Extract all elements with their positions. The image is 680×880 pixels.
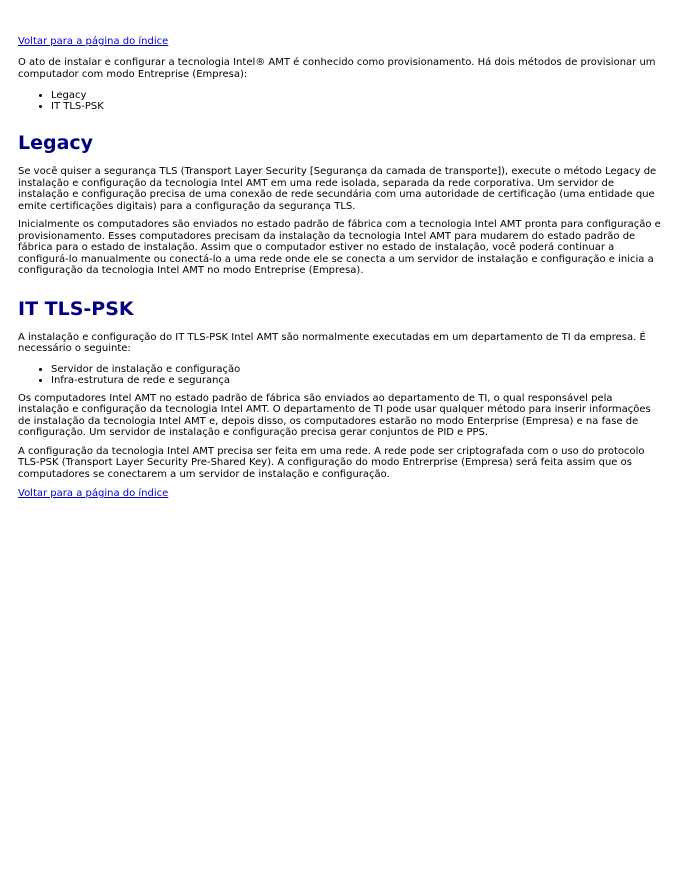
- list-item-legacy: • Legacy: [51, 90, 662, 101]
- legacy-paragraph-2: Inicialmente os computadores são enviados no estado padrão de fábrica com a tecnologia Intel AMT pronta para configuração e provisionamento. Esses computadores precisam da instalação da tecnologia Intel AMT para mudarem do estado padrão de fábrica para o estado de instalação. Assim que o computador estiver no estado de instalação, você poderá continuar a configurá-lo manualmente ou conectá-lo a uma rede onde ele se conecta a um servidor de instalação e configuração e inicia a configuração da tecnologia Intel AMT no modo Entreprise (Empresa).: [18, 219, 661, 276]
- bottom-link-container: [18, 488, 662, 500]
- provisioning-methods-list: [18, 90, 662, 112]
- it-tls-psk-paragraph-1: A instalação e configuração do IT TLS-PSK Intel AMT são normalmente executadas em um departamento de TI da empresa. É necessário o seguinte:: [18, 331, 646, 354]
- back-to-index-link-top[interactable]: Voltar para a página do índice: [18, 36, 169, 47]
- requirements-list: [18, 364, 662, 386]
- legacy-heading: Legacy: [18, 132, 94, 154]
- list-item-server: • Servidor de instalação e configuração: [51, 364, 662, 375]
- it-tls-psk-paragraph-2: Os computadores Intel AMT no estado padrão de fábrica são enviados ao departamento de TI, o qual responsável pela instalação e configuração da tecnologia Intel AMT. O departamento de TI pode usar qualquer método para inserir informações de instalação da tecnologia Intel AMT e, depois disso, os computadores estarão no modo Enterprise (Empresa) e na fase de configuração. Um servidor de instalação e configuração precisa gerar conjuntos de PID e PPS.: [18, 392, 651, 438]
- list-item-it-tls-psk: • IT TLS-PSK: [51, 101, 662, 112]
- back-to-index-link-bottom[interactable]: Voltar para a página do índice: [18, 488, 169, 499]
- list-item-infrastructure: • Infra-estrutura de rede e segurança: [51, 375, 662, 386]
- legacy-paragraph-1: Se você quiser a segurança TLS (Transport Layer Security [Segurança da camada de transporte]), execute o método Legacy de instalação e configuração da tecnologia Intel AMT em uma rede isolada, separada da rede corporativa. Um servidor de instalação e configuração precisa de uma conexão de rede secundária com uma autoridade de certificação (uma entidade que emite certificações digitais) para a configuração da segurança TLS.: [18, 166, 657, 212]
- intro-paragraph: O ato de instalar e configurar a tecnologia Intel® AMT é conhecido como provisionamento. Há dois métodos de provisionar um computador com modo Entreprise (Empresa):: [18, 57, 656, 80]
- it-tls-psk-paragraph-3: A configuração da tecnologia Intel AMT precisa ser feita em uma rede. A rede pode ser criptografada com o uso do protocolo TLS-PSK (Transport Layer Security Pre-Shared Key). A configuração do modo Entrerprise (Empresa) será feita assim que os computadores se conectarem a um servidor de instalação e configuração.: [18, 445, 645, 480]
- it-tls-psk-heading: IT TLS-PSK: [18, 297, 134, 320]
